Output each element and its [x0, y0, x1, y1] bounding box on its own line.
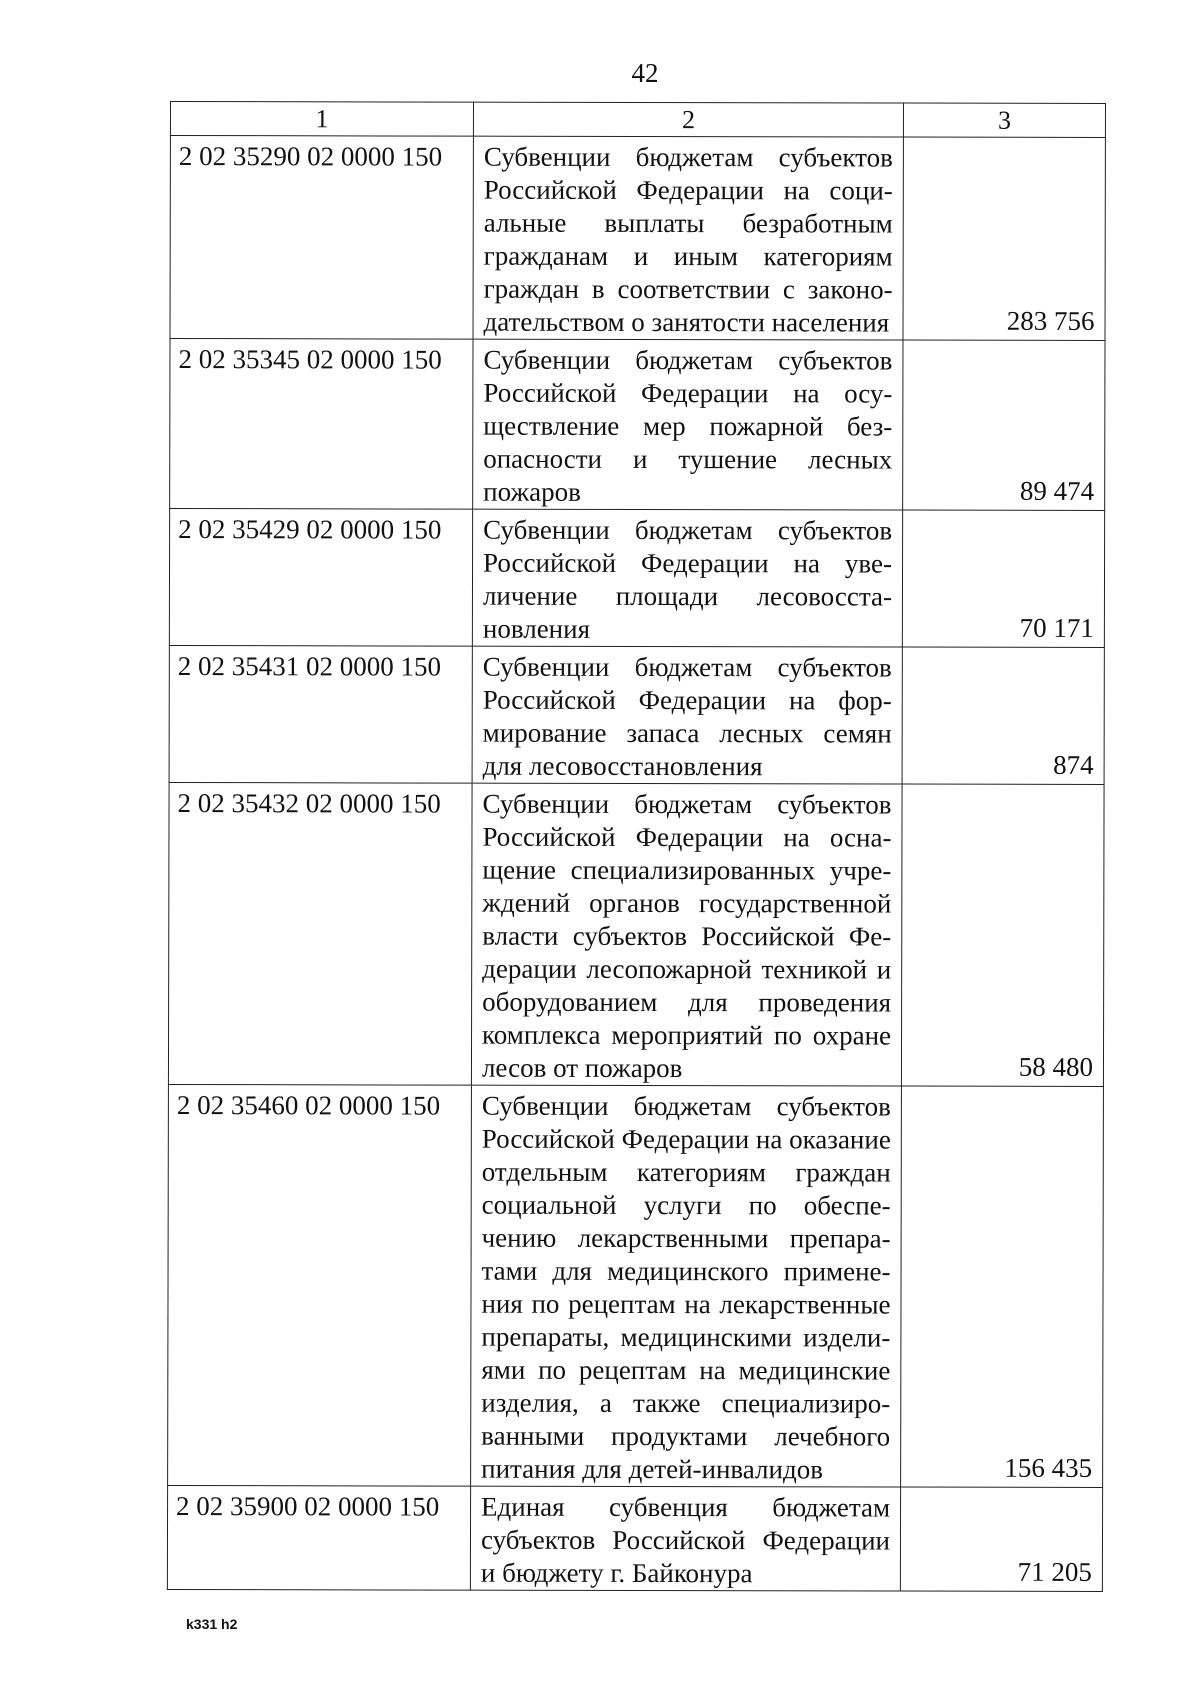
revenue-amount: 89 474	[903, 340, 1105, 510]
revenue-description: Субвенции бюджетам субъектов Российской Федерации на оснащение специализированных учреждений органов государственной власти субъектов Российской Федерации лесопожарной техникой и оборудованием для проведения комплекса мероприятий по охране лесов от пожаров	[471, 783, 902, 1086]
revenue-amount: 874	[902, 647, 1104, 784]
table-header-row	[170, 102, 1105, 138]
table-row	[170, 339, 1105, 511]
revenue-amount: 283 756	[903, 137, 1105, 340]
revenue-description: Субвенции бюджетам субъектов Российской Федерации на осуществление мер пожарной безопасности и тушение лесных пожаров	[473, 339, 903, 510]
revenue-description: Субвенции бюджетам субъектов Российской Федерации на формирование запаса лесных семян для лесовосстановления	[472, 646, 902, 784]
revenue-amount: 71 205	[900, 1487, 1102, 1591]
revenue-description: Субвенции бюджетам субъектов Российской Федерации на социальные выплаты безработным гражданам и иным категориям граждан в соответствии с законодательством о занятости населения	[473, 136, 903, 340]
revenue-code: 2 02 35460 02 0000 150	[168, 1084, 472, 1486]
revenue-code: 2 02 35290 02 0000 150	[170, 136, 473, 340]
table-row	[169, 509, 1104, 648]
revenue-code: 2 02 35429 02 0000 150	[169, 509, 472, 647]
column-header-2: 2	[473, 102, 903, 137]
budget-table-container	[167, 101, 1105, 1592]
budget-table	[167, 101, 1106, 1592]
revenue-code: 2 02 35432 02 0000 150	[168, 782, 472, 1085]
column-header-1: 1	[170, 102, 473, 137]
table-row	[167, 1485, 1102, 1591]
column-header-3: 3	[903, 103, 1105, 137]
revenue-amount: 156 435	[901, 1086, 1104, 1487]
document-footer-code: k331 h2	[186, 1616, 238, 1632]
revenue-amount: 58 480	[901, 784, 1104, 1086]
revenue-description: Субвенции бюджетам субъектов Российской Федерации на увеличение площади лесовосстановления	[472, 509, 902, 647]
table-row	[169, 645, 1104, 784]
table-row	[170, 136, 1105, 341]
table-row	[168, 1084, 1104, 1487]
table-row	[168, 782, 1104, 1086]
revenue-description: Субвенции бюджетам субъектов Российской Федерации на оказание отдельным категориям граждан социальной услуги по обеспечению лекарственными препаратами для медицинского применения по рецептам на лекарственные препараты, медицинскими изделиями по рецептам на медицинские изделия, а также специализированными продуктами лечебного питания для детей-инвалидов	[471, 1085, 902, 1487]
revenue-code: 2 02 35345 02 0000 150	[170, 339, 473, 510]
revenue-description: Единая субвенция бюджетам субъектов Российской Федерации и бюджету г. Байконура	[470, 1486, 900, 1591]
revenue-code: 2 02 35431 02 0000 150	[169, 645, 472, 783]
revenue-amount: 70 171	[902, 510, 1104, 647]
revenue-code: 2 02 35900 02 0000 150	[167, 1485, 470, 1590]
page-number: 42	[631, 58, 659, 88]
